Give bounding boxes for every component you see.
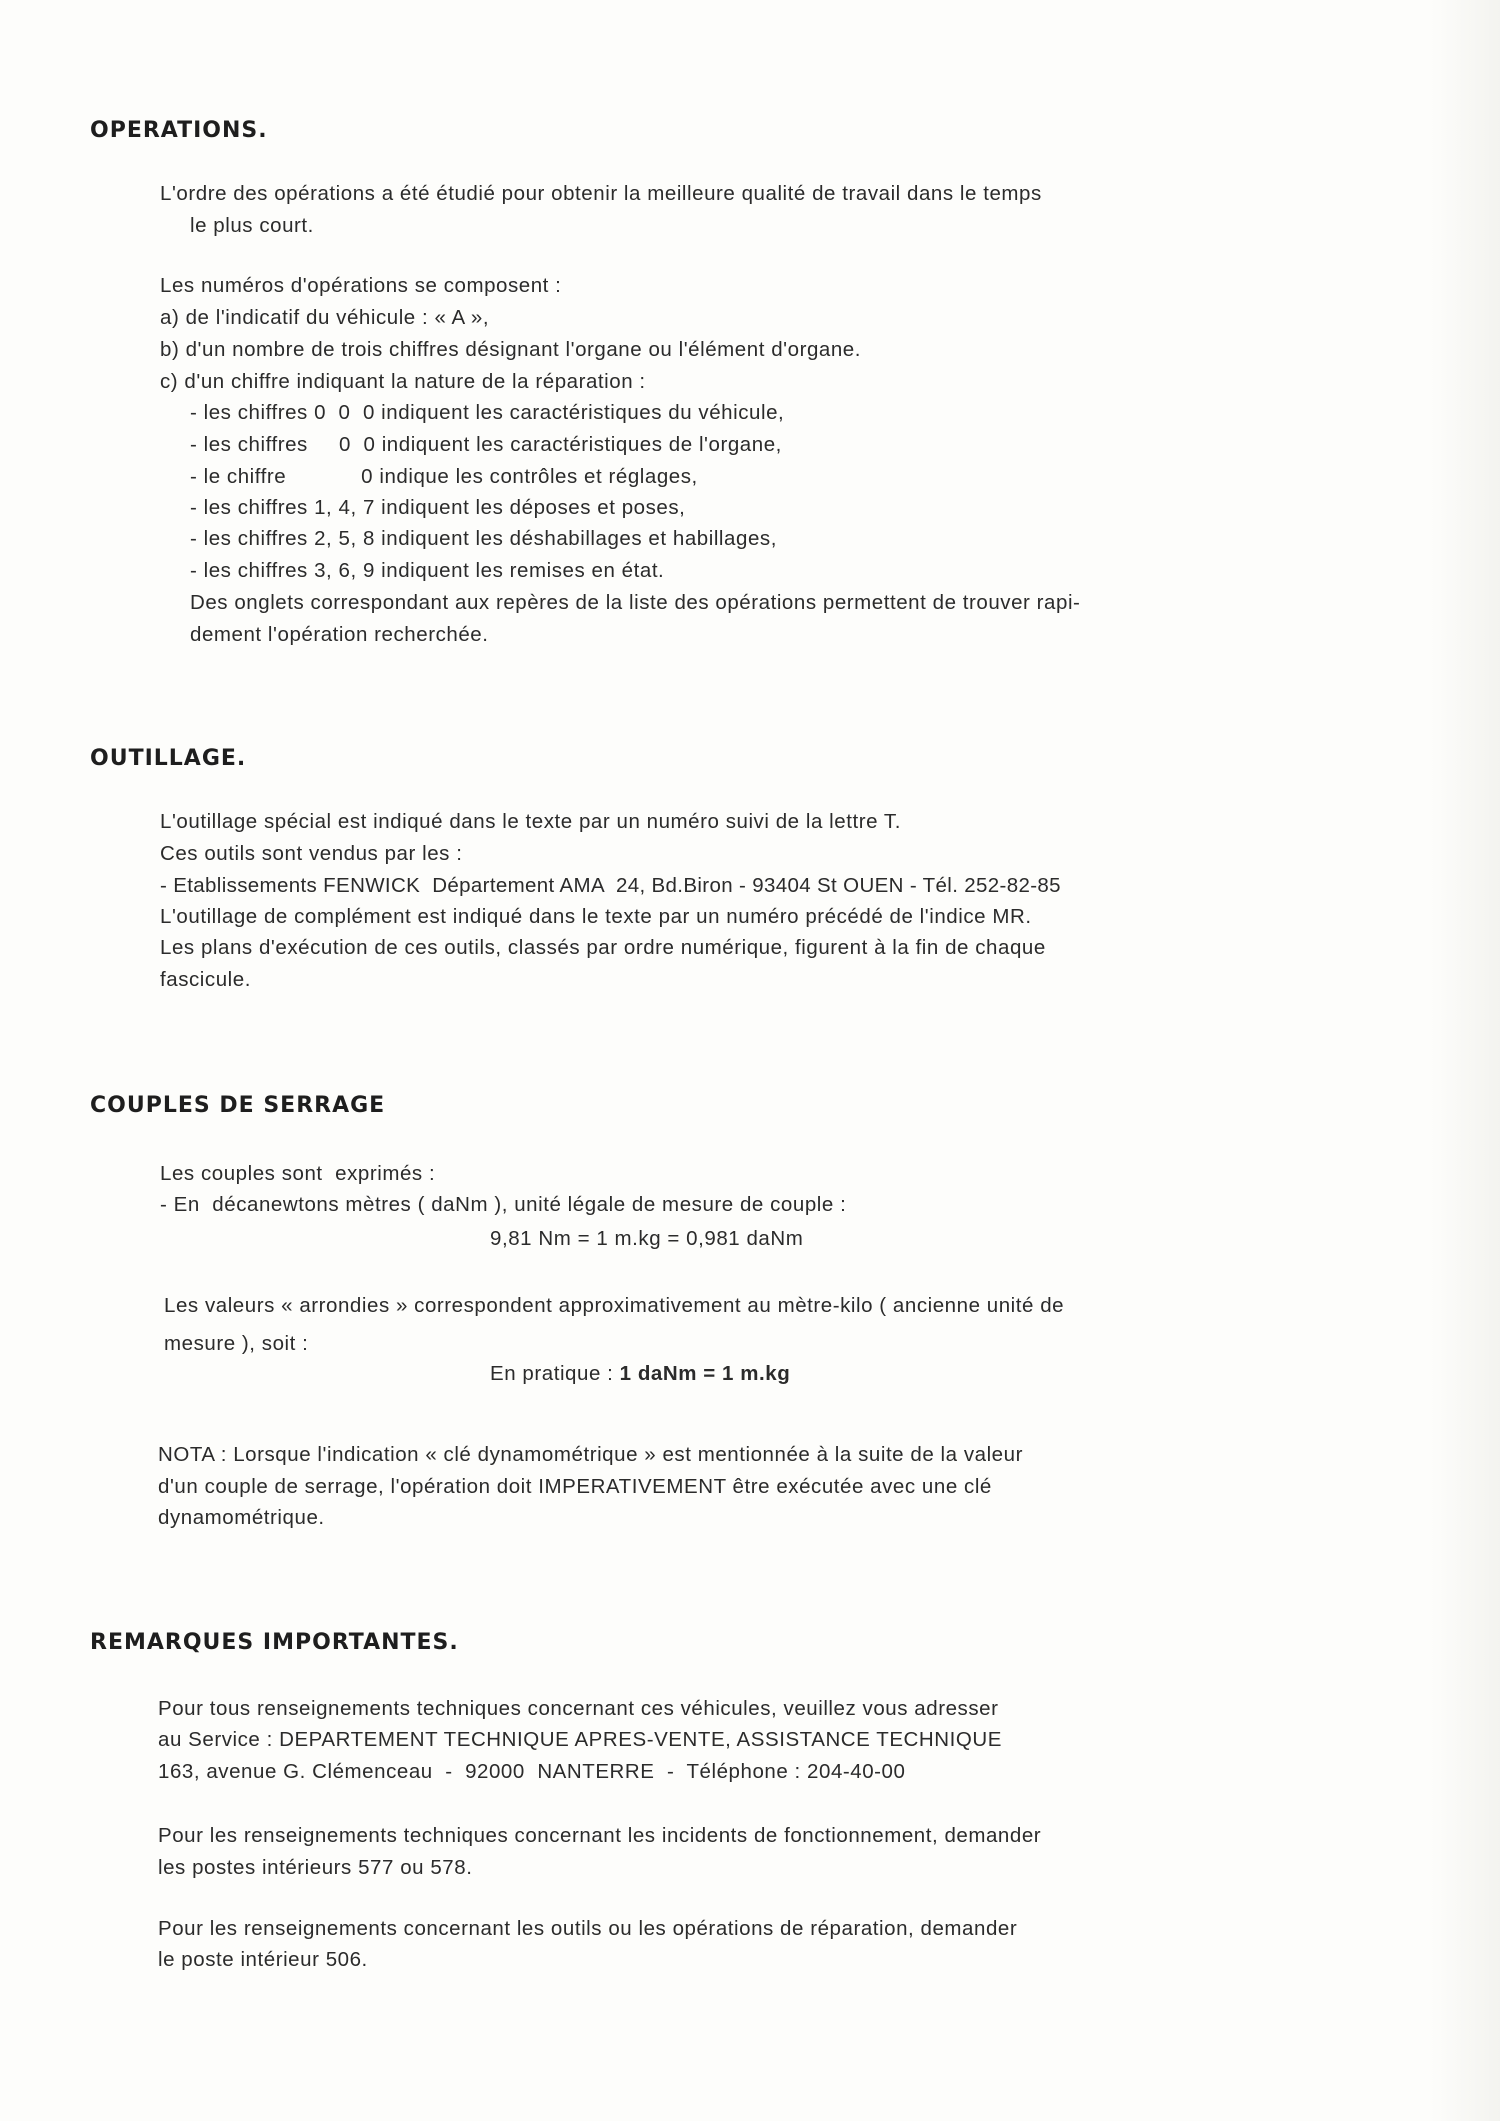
- outillage-heading: OUTILLAGE.: [90, 746, 247, 771]
- outillage-line: Ces outils sont vendus par les :: [160, 842, 463, 865]
- remarques-line: Pour les renseignements concernant les outils ou les opérations de réparation, demander: [158, 1917, 1018, 1940]
- nota-line: dynamométrique.: [158, 1506, 325, 1529]
- nota-line: NOTA : Lorsque l'indication « clé dynamométrique » est mentionnée à la suite de la valeur: [158, 1443, 1023, 1466]
- outillage-line: fascicule.: [160, 968, 251, 991]
- list-item: b) d'un nombre de trois chiffres désignant l'organe ou l'élément d'organe.: [160, 338, 861, 361]
- tabs-note-line: Des onglets correspondant aux repères de la liste des opérations permettent de trouver rapi-: [190, 591, 1081, 614]
- couples-heading: COUPLES DE SERRAGE: [90, 1093, 386, 1118]
- remarques-line: le poste intérieur 506.: [158, 1948, 368, 1971]
- sub-list-item: - les chiffres 1, 4, 7 indiquent les déposes et poses,: [190, 496, 686, 519]
- outillage-line: - Etablissements FENWICK Département AMA 24, Bd.Biron - 93404 St OUEN - Tél. 252-82-85: [160, 874, 1061, 897]
- values-line: mesure ), soit :: [164, 1332, 309, 1355]
- remarques-line: Pour tous renseignements techniques concernant ces véhicules, veuillez vous adresser: [158, 1697, 999, 1720]
- operations-intro-line: L'ordre des opérations a été étudié pour obtenir la meilleure qualité de travail dans le temps: [160, 182, 1042, 205]
- outillage-line: L'outillage spécial est indiqué dans le texte par un numéro suivi de la lettre T.: [160, 810, 901, 833]
- list-item: c) d'un chiffre indiquant la nature de la réparation :: [160, 370, 646, 393]
- conversion-formula: 9,81 Nm = 1 m.kg = 0,981 daNm: [490, 1227, 804, 1250]
- operations-heading: OPERATIONS.: [90, 118, 268, 143]
- outillage-line: L'outillage de complément est indiqué dans le texte par un numéro précédé de l'indice MR.: [160, 905, 1032, 928]
- sub-list-item: - les chiffres 3, 6, 9 indiquent les remises en état.: [190, 559, 665, 582]
- values-line: Les valeurs « arrondies » correspondent approximativement au mètre-kilo ( ancienne unité de: [164, 1294, 1065, 1317]
- nota-line: d'un couple de serrage, l'opération doit IMPERATIVEMENT être exécutée avec une clé: [158, 1475, 992, 1498]
- operations-intro-line: le plus court.: [190, 214, 314, 237]
- scan-edge-shadow: [1430, 0, 1500, 2121]
- outillage-line: Les plans d'exécution de ces outils, classés par ordre numérique, figurent à la fin de chaque: [160, 936, 1046, 959]
- sub-list-item: - les chiffres 0 0 indiquent les caractéristiques de l'organe,: [190, 433, 782, 456]
- remarques-line: les postes intérieurs 577 ou 578.: [158, 1856, 473, 1879]
- remarques-line: Pour les renseignements techniques concernant les incidents de fonctionnement, demander: [158, 1824, 1042, 1847]
- remarques-heading: REMARQUES IMPORTANTES.: [90, 1630, 459, 1655]
- practice-line: [490, 1362, 790, 1386]
- couples-line: Les couples sont exprimés :: [160, 1162, 436, 1185]
- sub-list-item: - les chiffres 2, 5, 8 indiquent les déshabillages et habillages,: [190, 527, 777, 550]
- numbers-intro: Les numéros d'opérations se composent :: [160, 274, 562, 297]
- practice-label: En pratique :: [490, 1362, 614, 1385]
- sub-list-item: - le chiffre 0 indique les contrôles et réglages,: [190, 465, 698, 488]
- remarques-line: au Service : DEPARTEMENT TECHNIQUE APRES-VENTE, ASSISTANCE TECHNIQUE: [158, 1728, 1002, 1751]
- list-item: a) de l'indicatif du véhicule : « A »,: [160, 306, 490, 329]
- remarques-line: 163, avenue G. Clémenceau - 92000 NANTERRE - Téléphone : 204-40-00: [158, 1760, 906, 1783]
- practice-value: 1 daNm = 1 m.kg: [619, 1362, 791, 1385]
- tabs-note-line: dement l'opération recherchée.: [190, 623, 489, 646]
- sub-list-item: - les chiffres 0 0 0 indiquent les caractéristiques du véhicule,: [190, 401, 785, 424]
- couples-line: - En décanewtons mètres ( daNm ), unité légale de mesure de couple :: [160, 1193, 847, 1216]
